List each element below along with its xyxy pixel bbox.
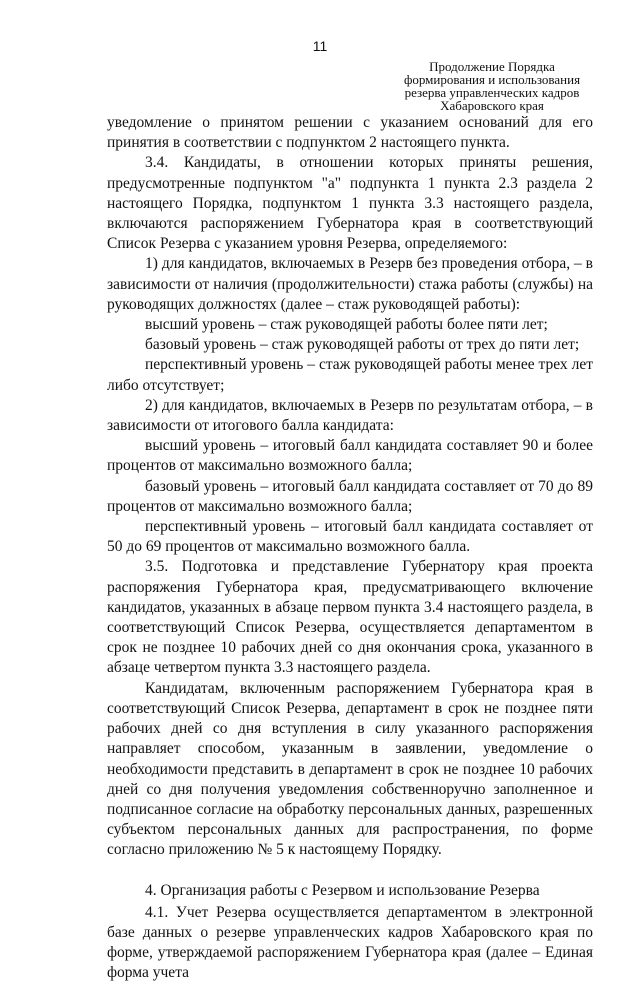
paragraph: 2) для кандидатов, включаемых в Резерв по результатам отбора, – в зависимости от итогового балла кандидата: (107, 396, 593, 435)
header-line: Хабаровского края (440, 98, 544, 113)
header-line: Продолжение Порядка (429, 59, 555, 74)
header-line: формирования и использования (403, 72, 581, 87)
paragraph: базовый уровень – стаж руководящей работы от трех до пяти лет; (145, 336, 580, 354)
paragraph: 3.5. Подготовка и представление Губернатору края проекта распоряжения Губернатора края, предусматривающего включение кандидатов, указанных в абзаце первом пункта 3.4 настоящего раздела, в соответствующий Список Резерва, осуществляется департаментом в срок не позднее 10 рабочих дней со дня окончания срока, указанного в абзаце четвертом пункта 3.3 настоящего раздела. (107, 558, 593, 677)
paragraph: перспективный уровень – стаж руководящей работы менее трех лет либо отсутствует; (107, 356, 593, 394)
paragraph: уведомление о принятом решении с указанием оснований для его принятия в соответствии с подпунктом 2 настоящего пункта. (107, 114, 593, 152)
paragraph: высший уровень – итоговый балл кандидата составляет 90 и более процентов от максимально возможного балла; (107, 437, 593, 475)
document-header (392, 60, 592, 112)
paragraph: высший уровень – стаж руководящей работы более пяти лет; (145, 316, 548, 334)
paragraph: Кандидатам, включенным распоряжением Губернатора края в соответствующий Список Резерва, департамент в срок не позднее пяти рабочих дней со дня вступления в силу указанного распоряжения направляет способом, указанным в заявлении, уведомление о необходимости представить в департамент в срок не позднее 10 рабочих дней со дня получения уведомления собственноручно заполненное и подписанное согласие на обработку персональных данных, разрешенных субъектом персональных данных для распространения, по форме согласно приложению № 5 к настоящему Порядку. (107, 679, 593, 859)
paragraph: 3.4. Кандидаты, в отношении которых приняты решения, предусмотренные подпунктом "а" подпункта 1 пункта 2.3 раздела 2 настоящего Порядка, подпунктом 1 пункта 3.3 настоящего раздела, включаются распоряжением Губернатора края в соответствующий Список Резерва с указанием уровня Резерва, определяемого: (107, 154, 593, 253)
paragraph: базовый уровень – итоговый балл кандидата составляет от 70 до 89 процентов от максимально возможного балла; (107, 477, 593, 515)
header-line: резерва управленческих кадров (404, 85, 580, 100)
paragraph: 1) для кандидатов, включаемых в Резерв без проведения отбора, – в зависимости от наличия (продолжительности) стажа работы (службы) на руководящих должностях (далее – стаж руководящей работы): (107, 255, 593, 313)
paragraph: 4.1. Учет Резерва осуществляется департаментом в электронной базе данных о резерве управленческих кадров Хабаровского края по форме, утверждаемой распоряжением Губернатора края (далее – Единая форма учета (107, 903, 593, 982)
section-title: 4. Организация работы с Резервом и использование Резерва (145, 881, 540, 899)
document-body (107, 113, 593, 984)
paragraph: перспективный уровень – итоговый балл кандидата составляет от 50 до 69 процентов от максимально возможного балла. (107, 518, 593, 556)
page-number: 11 (312, 38, 328, 54)
